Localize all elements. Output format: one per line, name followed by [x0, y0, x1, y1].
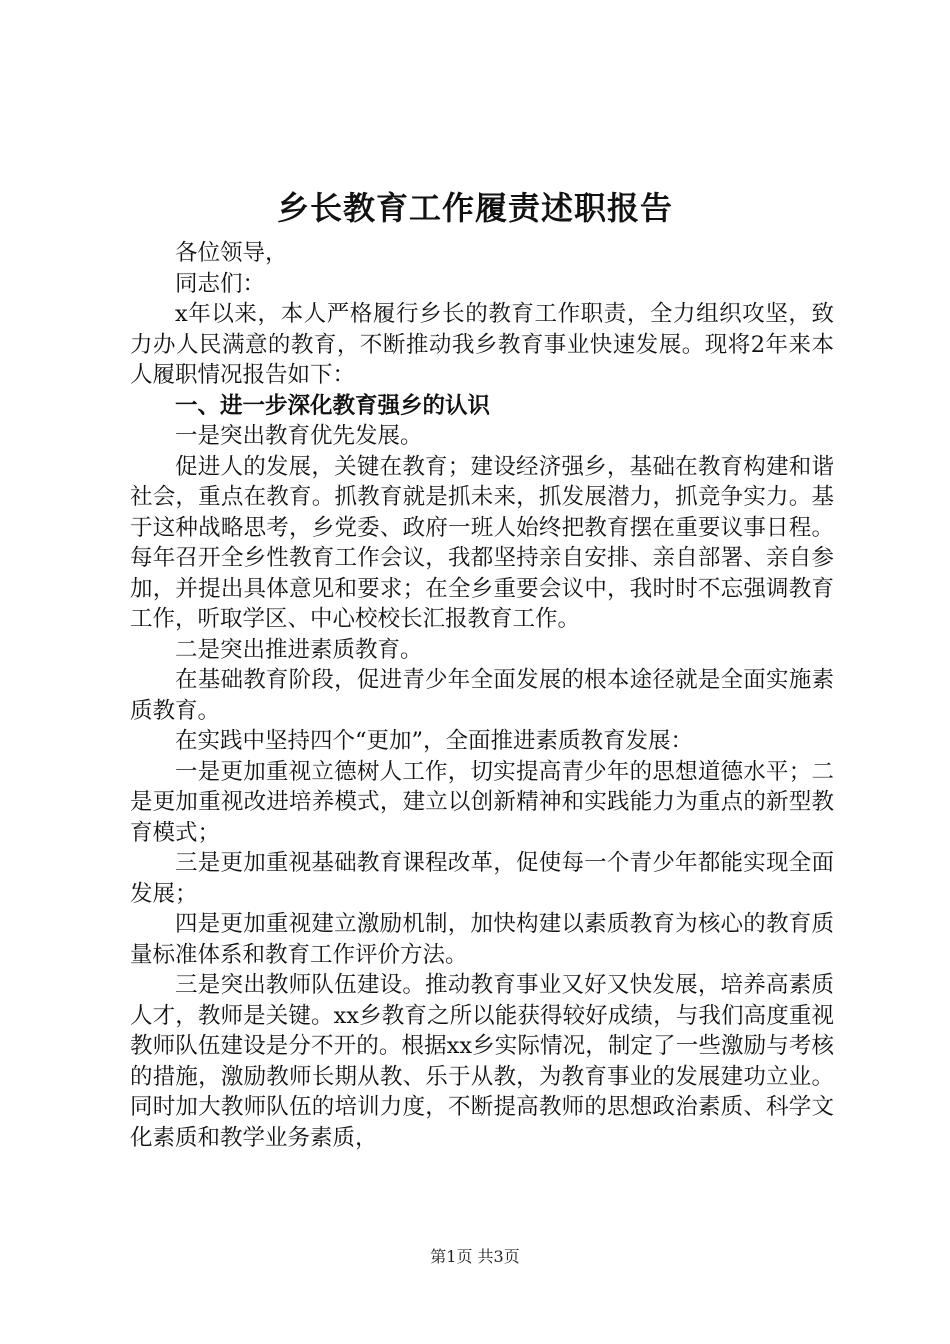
paragraph-body-5: 三是更加重视基础教育课程改革，促使每一个青少年都能实现全面发展； [130, 850, 834, 907]
paragraph-point-2: 二是突出推进素质教育。 [175, 636, 423, 663]
paragraph-body-2: 在基础教育阶段，促进青少年全面发展的根本途径就是全面实施素质教育。 [130, 667, 834, 724]
paragraph-body-1: 促进人的发展，关键在教育；建设经济强乡，基础在教育构建和谐社会，重点在教育。抓教育就是抓未来，抓发展潜力，抓竞争实力。基于这种战略思考，乡党委、政府一班人始终把教育摆在重要议事日程。每年召开全乡性教育工作会议，我都坚持亲自安排、亲自部署、亲自参加，并提出具体意见和要求；在全乡重要会议中，我时时不忘强调教育工作，听取学区、中心校校长汇报教育工作。 [130, 453, 834, 632]
paragraph-body-6: 四是更加重视建立激励机制，加快构建以素质教育为核心的教育质量标准体系和教育工作评价方法。 [130, 911, 834, 968]
paragraph-salutation-1: 各位领导， [175, 240, 288, 266]
paragraph-salutation-2: 同志们： [175, 270, 266, 297]
paragraph-body-3: 在实践中坚持四个“更加”，全面推进素质教育发展： [175, 728, 694, 754]
document-title: 乡长教育工作履责述职报告 [276, 189, 673, 227]
page-number-footer: 第1页 共3页 [430, 1247, 520, 1266]
paragraph-point-1: 一是突出教育优先发展。 [175, 423, 423, 449]
paragraph-point-3: 三是突出教师队伍建设。推动教育事业又好又快发展，培养高素质人才，教师是关键。xx乡教育之所以能获得较好成绩，与我们高度重视教师队伍建设是分不开的。根据xx乡实际情况，制定了一些激励与考核的措施，激励教师长期从教、乐于从教，为教育事业的发展建功立业。同时加大教师队伍的培训力度，不断提高教师的思想政治素质、科学文化素质和教学业务素质， [130, 972, 834, 1151]
section-heading: 一、进一步深化教育强乡的认识 [175, 392, 491, 419]
paragraph-intro: x年以来，本人严格履行乡长的教育工作职责，全力组织攻坚，致力办人民满意的教育，不断推动我乡教育事业快速发展。现将2年来本人履职情况报告如下： [130, 301, 834, 388]
document-body [130, 238, 834, 1153]
paragraph-body-4: 一是更加重视立德树人工作，切实提高青少年的思想道德水平；二是更加重视改进培养模式，建立以创新精神和实践能力为重点的新型教育模式； [130, 758, 834, 846]
